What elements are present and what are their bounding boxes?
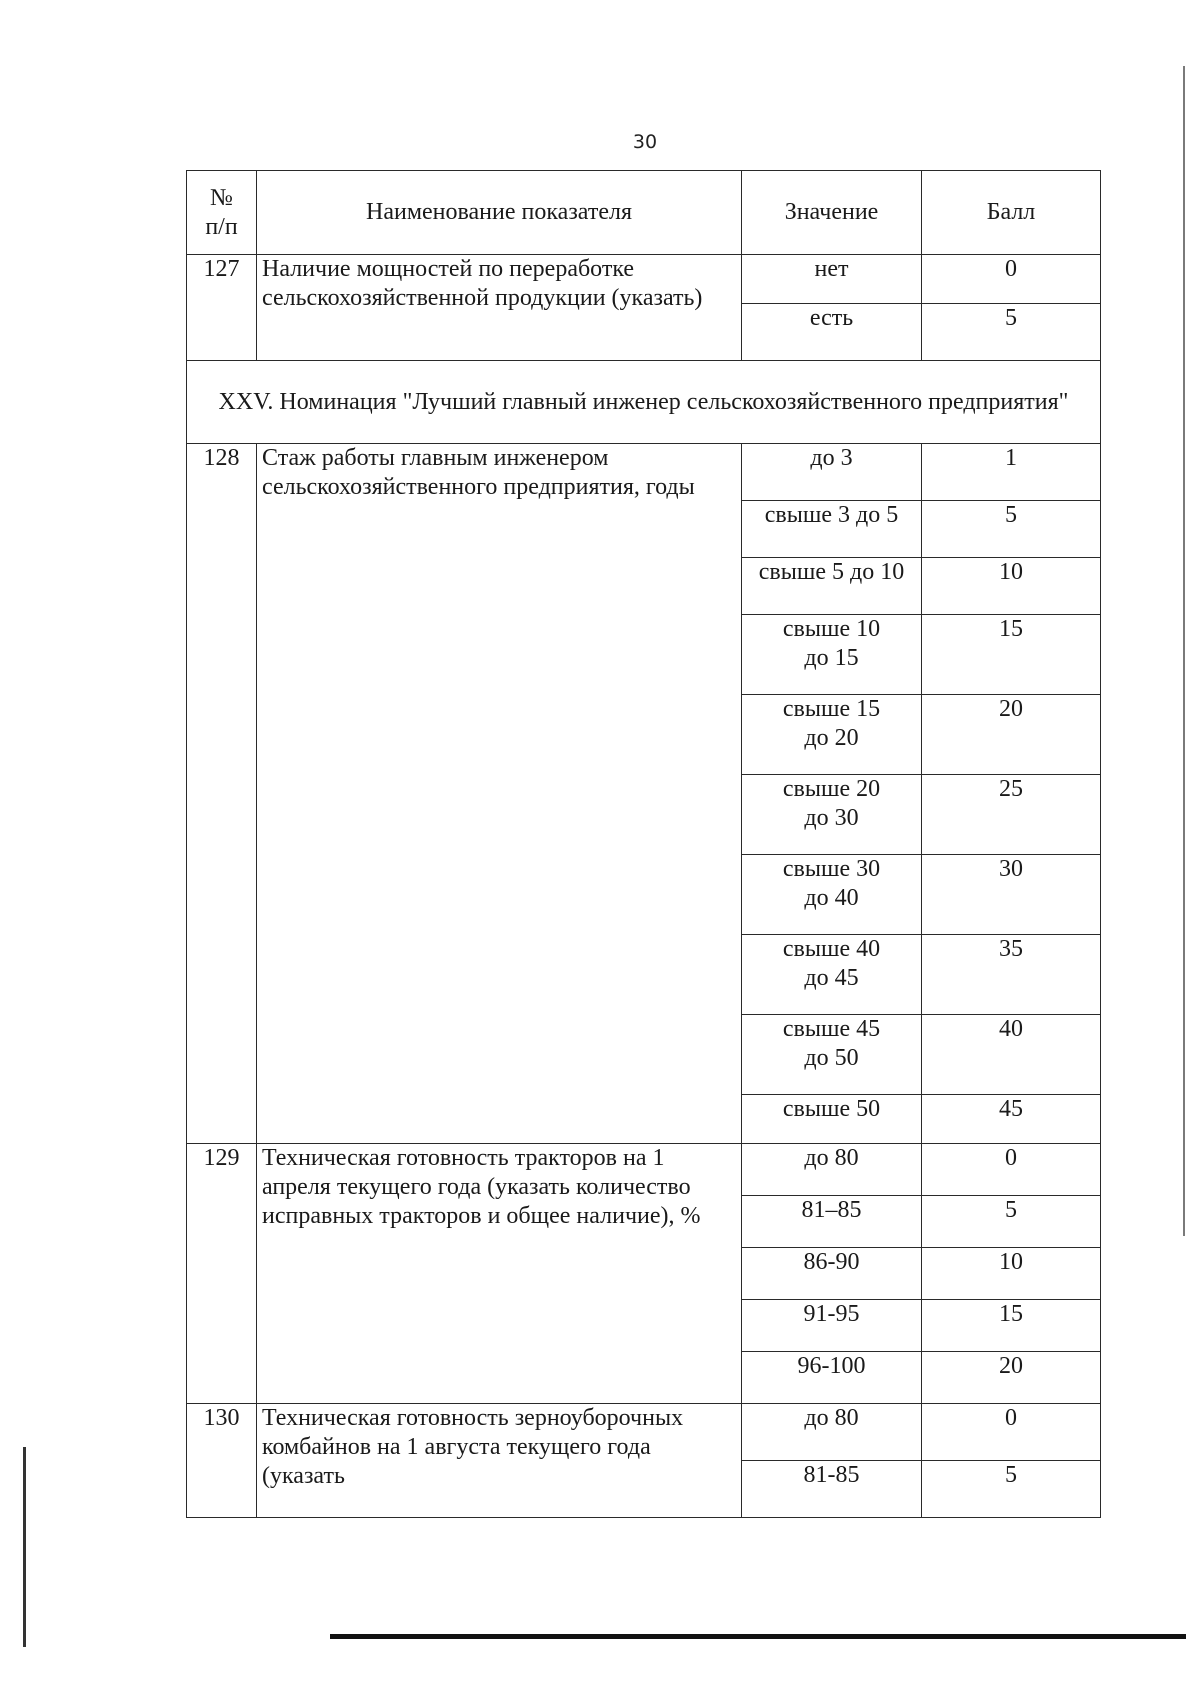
value-cell: 96-100 <box>742 1352 922 1404</box>
page-number: 30 <box>632 131 658 153</box>
score-cell: 0 <box>922 1404 1101 1461</box>
scan-edge-line <box>330 1634 1186 1639</box>
value-cell: свыше 5 до 10 <box>742 558 922 615</box>
score-cell: 1 <box>922 444 1101 501</box>
score-cell: 20 <box>922 1352 1101 1404</box>
value-cell: свыше 30 до 40 <box>742 855 922 935</box>
row-number: 128 <box>187 444 257 1144</box>
header-score: Балл <box>922 171 1101 255</box>
scan-edge-line <box>23 1447 26 1647</box>
score-cell: 10 <box>922 558 1101 615</box>
criteria-table <box>186 170 1101 1518</box>
value-cell: свыше 50 <box>742 1095 922 1144</box>
score-cell: 0 <box>922 1144 1101 1196</box>
score-cell: 20 <box>922 695 1101 775</box>
score-cell: 5 <box>922 501 1101 558</box>
row-number: 127 <box>187 255 257 361</box>
score-cell: 15 <box>922 615 1101 695</box>
value-cell: свыше 20 до 30 <box>742 775 922 855</box>
table-row <box>187 444 1101 501</box>
score-cell: 30 <box>922 855 1101 935</box>
score-cell: 10 <box>922 1248 1101 1300</box>
header-value: Значение <box>742 171 922 255</box>
value-cell: 81-85 <box>742 1461 922 1518</box>
indicator-name: Техническая готовность тракторов на 1 апреля текущего года (указать количество исправных тракторов и общее наличие), % <box>257 1144 742 1404</box>
scan-edge-line <box>1183 66 1185 1236</box>
value-cell: до 80 <box>742 1404 922 1461</box>
score-cell: 25 <box>922 775 1101 855</box>
value-cell: до 3 <box>742 444 922 501</box>
table-header-row <box>187 171 1101 255</box>
score-cell: 5 <box>922 1196 1101 1248</box>
value-cell: 86-90 <box>742 1248 922 1300</box>
value-cell: свыше 15 до 20 <box>742 695 922 775</box>
header-number: № п/п <box>187 171 257 255</box>
value-cell: свыше 3 до 5 <box>742 501 922 558</box>
row-number: 130 <box>187 1404 257 1518</box>
value-cell: 81–85 <box>742 1196 922 1248</box>
score-cell: 5 <box>922 1461 1101 1518</box>
header-indicator-name: Наименование показателя <box>257 171 742 255</box>
indicator-name: Наличие мощностей по переработке сельскохозяйственной продукции (указать) <box>257 255 742 361</box>
value-cell: свыше 40 до 45 <box>742 935 922 1015</box>
table-row <box>187 1404 1101 1461</box>
value-cell: до 80 <box>742 1144 922 1196</box>
score-cell: 15 <box>922 1300 1101 1352</box>
score-cell: 40 <box>922 1015 1101 1095</box>
value-cell: 91-95 <box>742 1300 922 1352</box>
value-cell: свыше 10 до 15 <box>742 615 922 695</box>
table-row <box>187 255 1101 304</box>
score-cell: 45 <box>922 1095 1101 1144</box>
value-cell: свыше 45 до 50 <box>742 1015 922 1095</box>
row-number: 129 <box>187 1144 257 1404</box>
score-cell: 0 <box>922 255 1101 304</box>
score-cell: 5 <box>922 304 1101 361</box>
section-heading-row <box>187 361 1101 444</box>
indicator-name: Стаж работы главным инженером сельскохозяйственного предприятия, годы <box>257 444 742 1144</box>
table-row <box>187 1144 1101 1196</box>
value-cell: есть <box>742 304 922 361</box>
indicator-name: Техническая готовность зерноуборочных комбайнов на 1 августа текущего года (указать <box>257 1404 742 1518</box>
section-title: XXV. Номинация "Лучший главный инженер сельскохозяйственного предприятия" <box>187 361 1101 444</box>
value-cell: нет <box>742 255 922 304</box>
score-cell: 35 <box>922 935 1101 1015</box>
